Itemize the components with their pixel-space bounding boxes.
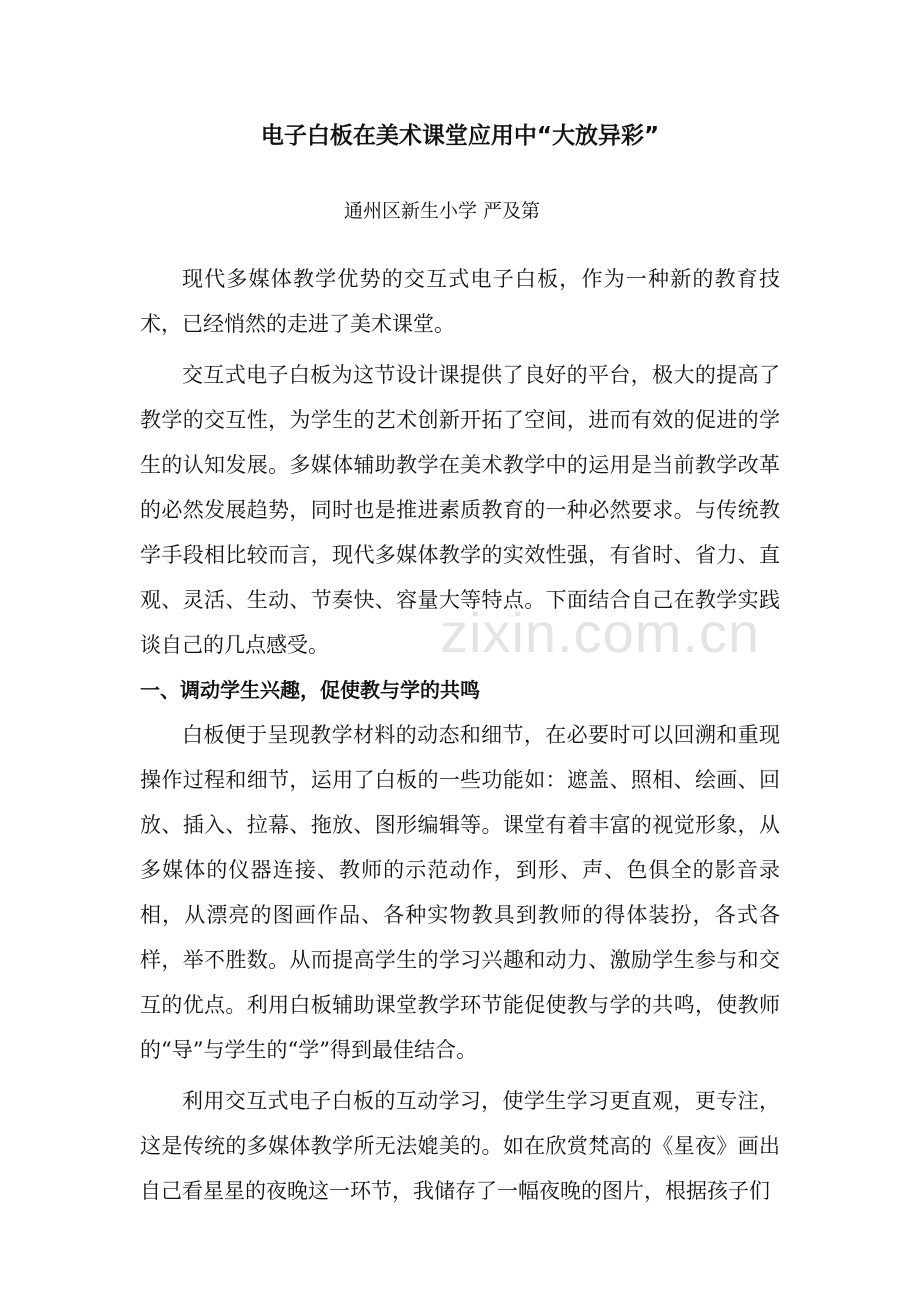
author-line: 通州区新生小学 严及第 (344, 200, 541, 222)
document-body (140, 257, 780, 1214)
section-heading: 一、调动学生兴趣，促使教与学的共鸣 (140, 678, 480, 702)
paragraph-whiteboard-features: 白板便于呈现教学材料的动态和细节，在必要时可以回溯和重现操作过程和细节，运用了白板的一些功能如：遮盖、照相、绘画、回放、插入、拉幕、拖放、图形编辑等。课堂有着丰富的视觉形象，从多媒体的仪器连接、教师的示范动作，到形、声、色俱全的影音录相，从漂亮的图画作品、各种实物教具到教师的得体装扮，各式各样，举不胜数。从而提高学生的学习兴趣和动力、激励学生参与和交互的优点。利用白板辅助课堂教学环节能促使教与学的共鸣，使教师的“导”与学生的“学”得到最佳结合。 (140, 723, 780, 1062)
paragraph-overview: 交互式电子白板为这节设计课提供了良好的平台，极大的提高了教学的交互性，为学生的艺术创新开拓了空间，进而有效的促进的学生的认知发展。多媒体辅助教学在美术教学中的运用是当前教学改革的必然发展趋势，同时也是推进素质教育的一种必然要求。与传统教学手段相比较而言，现代多媒体教学的实效性强，有省时、省力、直观、灵活、生动、节奏快、容量大等特点。下面结合自己在教学实践谈自己的几点感受。 (140, 363, 780, 657)
document-title: 电子白板在美术课堂应用中“大放异彩” (260, 123, 660, 149)
paragraph-interactive-learning: 利用交互式电子白板的互动学习，使学生学习更直观，更专注，这是传统的多媒体教学所无法媲美的。如在欣赏梵高的《星夜》画出自己看星星的夜晚这一环节，我储存了一幅夜晚的图片，根据孩子们 (140, 1089, 780, 1203)
watermark-text: zixin.com.cn (440, 601, 761, 664)
paragraph-intro: 现代多媒体教学优势的交互式电子白板，作为一种新的教育技术，已经悄然的走进了美术课堂。 (140, 267, 780, 336)
